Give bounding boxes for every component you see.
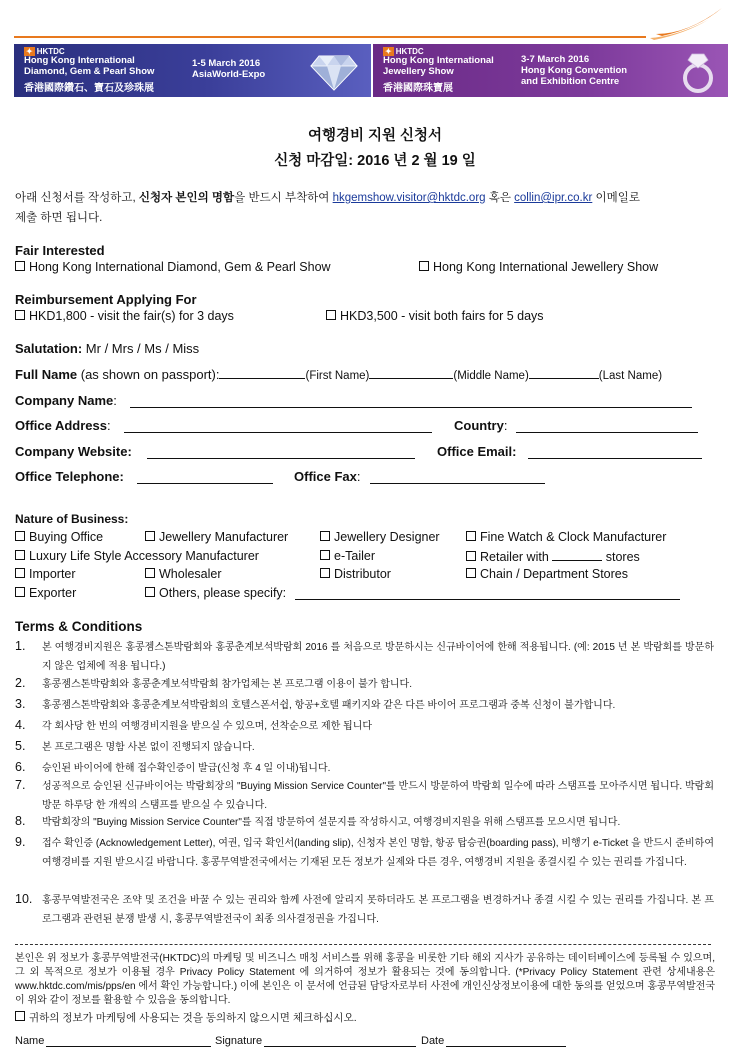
- checkbox[interactable]: [15, 310, 25, 320]
- diamond-icon: [309, 48, 359, 93]
- office-email-label: Office Email:: [437, 444, 517, 459]
- nature-option[interactable]: Distributor: [320, 567, 391, 581]
- nature-option[interactable]: Exporter: [15, 586, 76, 600]
- nature-option[interactable]: Buying Office: [15, 530, 103, 544]
- term-text: 박람회장의 "Buying Mission Service Counter"를 직접 방문하여 설문지를 작성하시고, 여행경비지원을 위해 스탬프를 모으시면 됩니다.: [42, 817, 621, 828]
- term-text: 홍콩무역발전국은 조약 및 조건을 바꿀 수 있는 권리와 함께 사전에 알리지 못하더라도 본 프로그램을 변경하거나 종결 시킬 수 있는 권리를 가집니다. 본 프로그램과 관련된 분쟁 발생 시, 홍콩무역발전국이 최종 의사결정권을 가집니다.: [42, 895, 714, 925]
- nature-option[interactable]: Luxury Life Style Accessory Manufacturer: [15, 549, 259, 563]
- checkbox[interactable]: [320, 531, 330, 541]
- term-number: 10.: [15, 892, 33, 906]
- checkbox[interactable]: [145, 531, 155, 541]
- form-title: 여행경비 지원 신청서: [307, 128, 443, 144]
- nature-heading: Nature of Business:: [15, 512, 129, 526]
- office-email-input[interactable]: [528, 458, 702, 459]
- form-deadline: 신청 마감일: 2016 년 2 월 19 일: [274, 153, 476, 169]
- checkbox[interactable]: [15, 261, 25, 271]
- term-number: 6.: [15, 760, 26, 774]
- office-address-label: Office Address:: [15, 418, 111, 433]
- fair-option-diamond[interactable]: Hong Kong International Diamond, Gem & Pearl Show: [15, 260, 331, 274]
- banner-right-venue-line2: and Exhibition Centre: [521, 76, 620, 87]
- term-text: 홍콩젬스톤박람회와 홍콩춘계보석박람회 참가업체는 본 프로그램 이용이 불가 합니다.: [42, 679, 412, 690]
- nature-option[interactable]: Wholesaler: [145, 567, 222, 581]
- banner-jewellery-show: [373, 44, 728, 97]
- checkbox[interactable]: [145, 587, 155, 597]
- checkbox[interactable]: [15, 550, 25, 560]
- office-fax-label: Office Fax:: [294, 469, 361, 484]
- term-number: 7.: [15, 778, 26, 792]
- hktdc-swoosh-logo: [648, 4, 728, 40]
- sign-name-input[interactable]: [46, 1046, 211, 1047]
- date-input[interactable]: [446, 1046, 566, 1047]
- office-telephone-input[interactable]: [137, 483, 273, 484]
- checkbox[interactable]: [466, 551, 476, 561]
- nature-option[interactable]: Jewellery Manufacturer: [145, 530, 288, 544]
- fair-option-jewellery[interactable]: Hong Kong International Jewellery Show: [419, 260, 658, 274]
- reimbursement-heading: Reimbursement Applying For: [15, 292, 197, 307]
- term-text: 각 회사당 한 번의 여행경비지원을 받으실 수 있으며, 선착순으로 제한 됩니다: [42, 721, 373, 732]
- stores-count-input[interactable]: [552, 549, 602, 561]
- reimbursement-option-1800[interactable]: HKD1,800 - visit the fair(s) for 3 days: [15, 309, 234, 323]
- term-number: 4.: [15, 718, 26, 732]
- checkbox[interactable]: [15, 1011, 25, 1021]
- checkbox[interactable]: [15, 568, 25, 578]
- banner-left-name-line1: Hong Kong International: [24, 55, 135, 66]
- office-telephone-label: Office Telephone:: [15, 469, 124, 484]
- checkbox[interactable]: [466, 568, 476, 578]
- checkbox[interactable]: [326, 310, 336, 320]
- term-number: 3.: [15, 697, 26, 711]
- nature-option[interactable]: Jewellery Designer: [320, 530, 440, 544]
- term-text: 승인된 바이어에 한해 접수확인증이 발급(신청 후 4 일 이내)됩니다.: [42, 763, 331, 774]
- term-number: 5.: [15, 739, 26, 753]
- divider: [15, 944, 711, 945]
- term-text: 본 여행경비지원은 홍콩젬스톤박람회와 홍콩춘계보석박람회 2016 를 처음으로 방문하시는 신규바이어에 한해 적용됩니다. (예: 2015 년 본 박람회를 방문하지 않은 업체에 적용 됩니다.): [42, 642, 714, 672]
- checkbox[interactable]: [145, 568, 155, 578]
- intro-line2: 제출 하면 됩니다.: [15, 212, 103, 224]
- privacy-consent-text: 본인은 위 정보가 홍콩무역발전국(HKTDC)의 마케팅 및 비즈니스 매칭 서비스를 위해 홍콩을 비롯한 기타 해외 지사가 공유하는 데이터베이스에 등록될 수 있으며, 그 외 목적으로 정보가 이용될 경우 Privacy Policy Statement 에 의거하여 정보가 활용되는 것에 동의합니다. (*Privacy Policy Statement 관련 상세내용은 www.hktdc.com/mis/pps/en 에서 확인 가능합니다.) 이에 본인은 이 문서에 언급된 담당자로부터 사전에 개인신상정보이용에 대한 동의를 얻었으며 홍콩무역발전국이 위와 같이 정보를 활용할 수 있음을 동의합니다.: [15, 953, 715, 1006]
- sign-signature-label: Signature: [215, 1035, 263, 1047]
- term-number: 1.: [15, 639, 26, 653]
- header-accent-line: [14, 36, 646, 38]
- nature-option[interactable]: e-Tailer: [320, 549, 375, 563]
- checkbox[interactable]: [15, 587, 25, 597]
- office-fax-input[interactable]: [370, 483, 545, 484]
- country-input[interactable]: [516, 432, 698, 433]
- ring-icon: [678, 48, 718, 94]
- nature-option[interactable]: Fine Watch & Clock Manufacturer: [466, 530, 666, 544]
- sign-date-label: Date: [421, 1035, 445, 1047]
- nature-option[interactable]: Chain / Department Stores: [466, 567, 628, 581]
- banner-right-cn: 香港國際珠寶展: [383, 83, 453, 94]
- banner-left-cn: 香港國際鑽石、寶石及珍珠展: [24, 83, 154, 94]
- term-text: 본 프로그램은 명함 사본 없이 진행되지 않습니다.: [42, 742, 255, 753]
- hktdc-tag: ✦ HKTDC: [385, 47, 424, 56]
- email-link-collin[interactable]: collin@ipr.co.kr: [514, 192, 593, 204]
- term-text: 홍콩젬스톤박람회와 홍콩춘계보석박람회의 호텔스폰서쉽, 항공+호텔 패키지와 같은 다른 바이어 프로그램과 중복 신청이 불가합니다.: [42, 700, 616, 711]
- fullname-field[interactable]: Full Name (as shown on passport): (First Name) (Middle Name) (Last Name): [15, 367, 663, 382]
- term-text: 성공적으로 승인된 신규바이어는 박람회장의 "Buying Mission Service Counter"를 반드시 방문하여 박람회 일수에 따라 스탬프를 모아주시면 됩니다. 박람회 방문 하루당 한 개씩의 스탬프를 받으실 수 있습니다.: [42, 781, 714, 811]
- others-specify-input[interactable]: [295, 599, 680, 600]
- nature-option[interactable]: Importer: [15, 567, 76, 581]
- signature-input[interactable]: [264, 1046, 416, 1047]
- nature-option-retailer[interactable]: Retailer with stores: [466, 549, 640, 564]
- banner-left-venue: AsiaWorld-Expo: [192, 69, 266, 80]
- banner-right-name-line1: Hong Kong International: [383, 55, 494, 66]
- company-name-input[interactable]: [130, 407, 692, 408]
- banner-right-date: 3-7 March 2016: [521, 54, 590, 65]
- email-link-hktdc[interactable]: hkgemshow.visitor@hktdc.org: [332, 192, 486, 204]
- middle-name-input[interactable]: [369, 367, 453, 379]
- banner-diamond-gem-pearl-show: [14, 44, 371, 97]
- terms-heading: Terms & Conditions: [15, 619, 143, 634]
- checkbox[interactable]: [15, 531, 25, 541]
- checkbox[interactable]: [320, 568, 330, 578]
- company-name-label: Company Name:: [15, 393, 117, 408]
- office-address-input[interactable]: [124, 432, 432, 433]
- salutation-field[interactable]: Salutation: Mr / Mrs / Ms / Miss: [15, 341, 200, 356]
- intro-line1: 아래 신청서를 작성하고, 신청자 본인의 명함을 반드시 부착하여 hkgemshow.visitor@hktdc.org 혹은 collin@ipr.co.kr 이메일로: [15, 192, 640, 204]
- checkbox[interactable]: [419, 261, 429, 271]
- sign-name-label: Name: [15, 1035, 45, 1047]
- checkbox[interactable]: [466, 531, 476, 541]
- banner-right-venue-line1: Hong Kong Convention: [521, 65, 628, 76]
- term-number: 2.: [15, 676, 26, 690]
- term-number: 8.: [15, 814, 26, 828]
- reimbursement-option-3500[interactable]: HKD3,500 - visit both fairs for 5 days: [326, 309, 544, 323]
- term-text: 접수 확인증 (Acknowledgement Letter), 여권, 입국 확인서(landing slip), 신청자 본인 명함, 항공 탑승권(boarding pass), 비행기 e-Ticket 을 반드시 준비하여 여행경비를 지원 받으시길 바랍니다. 홍콩무역발전국에서는 기재된 모든 정보가 실제와 다른 경우, 여행경비 지원을 종결시킬 수 있는 권리를 가집니다.: [42, 838, 714, 868]
- company-website-input[interactable]: [147, 458, 415, 459]
- company-website-label: Company Website:: [15, 444, 132, 459]
- banner-left-date: 1-5 March 2016: [192, 58, 261, 69]
- term-number: 9.: [15, 835, 26, 849]
- hktdc-tag: ✦ HKTDC: [26, 47, 65, 56]
- country-label: Country:: [454, 418, 508, 433]
- nature-option-others[interactable]: Others, please specify:: [145, 586, 286, 600]
- checkbox[interactable]: [320, 550, 330, 560]
- marketing-optout[interactable]: 귀하의 정보가 마케팅에 사용되는 것을 동의하지 않으시면 체크하십시오.: [15, 1010, 357, 1025]
- fair-heading: Fair Interested: [15, 243, 105, 258]
- first-name-input[interactable]: [219, 367, 305, 379]
- last-name-input[interactable]: [529, 367, 599, 379]
- intro-bold: 신청자 본인의 명함: [138, 192, 235, 204]
- banner-right-name-line2: Jewellery Show: [383, 65, 454, 77]
- banner-left-name-line2: Diamond, Gem & Pearl Show: [24, 65, 155, 77]
